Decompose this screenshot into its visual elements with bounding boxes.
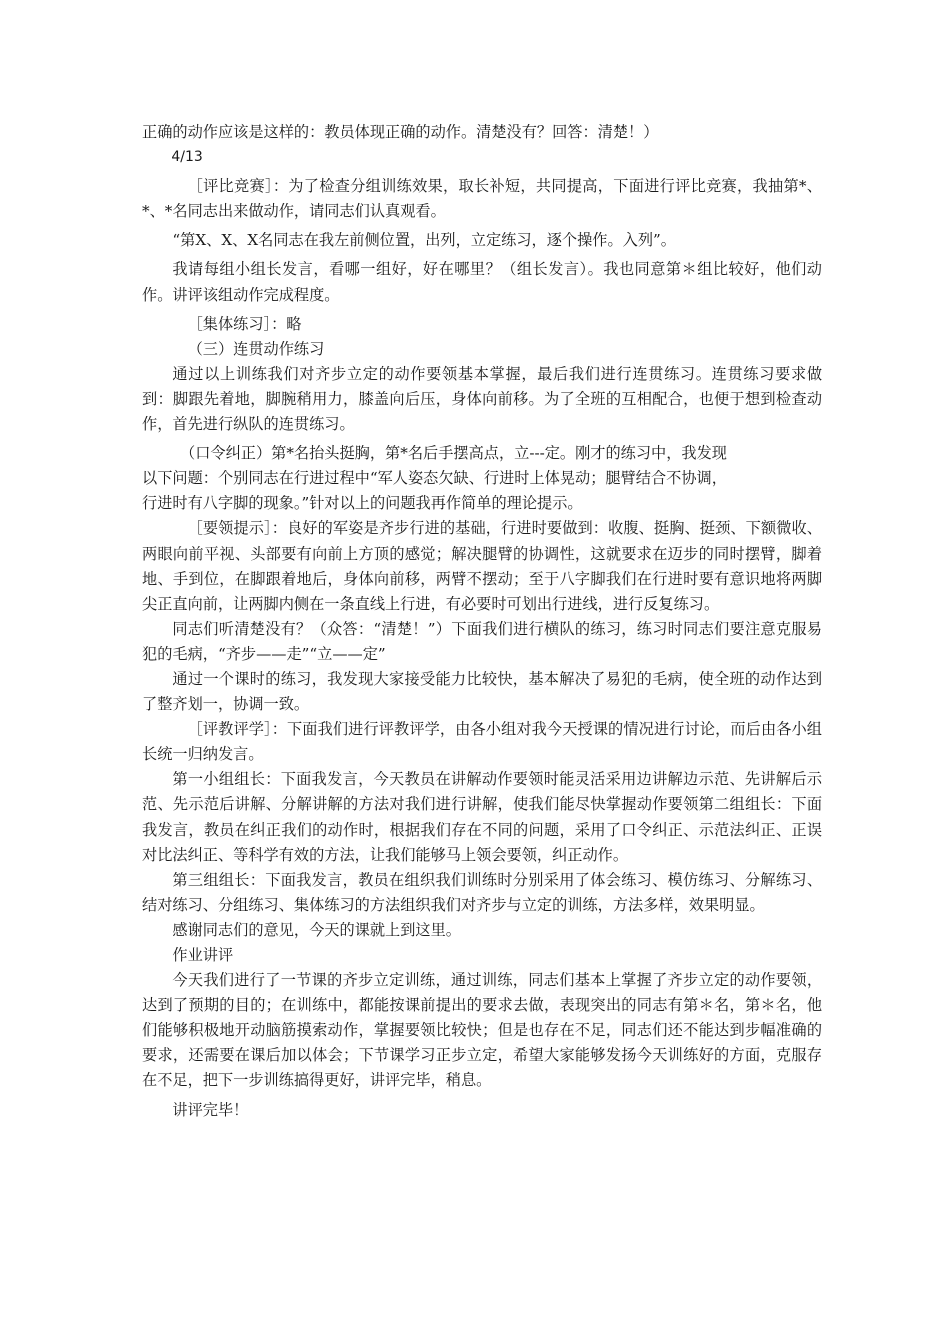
paragraph-command-correction-1: （口令纠正）第*名抬头挺胸，第*名后手摆高点，立---定。刚才的练习中，我发现 — [180, 444, 727, 463]
paragraph-group-one: 第一小组组长：下面我发言，今天教员在讲解动作要领时能灵活采用边讲解边示范、先讲解后示范、先示范后讲解、分解讲解的方法对我们进行讲解，使我们能尽快掌握动作要领第二组组长：下面我发言，教员在纠正我们的动作时，根据我们存在不同的问题，采用了口令纠正、示范法纠正、正误对比法纠正、等科学有效的方法，让我们能够马上领会要领，纠正动作。 — [142, 770, 822, 864]
section-heading-continuous: （三）连贯动作练习 — [187, 339, 325, 358]
paragraph-command-correction-3: 行进时有八字脚的现象。”针对以上的问题我再作简单的理论提示。 — [142, 494, 583, 513]
paragraph-group-leader: 我请每组小组长发言，看哪一组好，好在哪里？（组长发言）。我也同意第＊组比较好，他们动作。讲评该组动作完成程度。 — [142, 260, 822, 304]
paragraph-command: “第X、X、X名同志在我左前侧位置，出列，立定练习，逐个操作。入列”。 — [172, 231, 676, 250]
paragraph-practice-summary: 通过一个课时的练习，我发现大家接受能力比较快，基本解决了易犯的毛病，使全班的动作达到了整齐划一，协调一致。 — [142, 669, 822, 714]
paragraph-review-end: 讲评完毕！ — [172, 1100, 249, 1119]
paragraph-correct-action: 正确的动作应该是这样的：教员体现正确的动作。清楚没有？回答：清楚！） — [142, 123, 659, 141]
paragraph-competition: ［评比竞赛］：为了检查分组训练效果，取长补短，共同提高，下面进行评比竞赛，我抽第*、*、*名同志出来做动作，请同志们认真观看。 — [142, 177, 822, 221]
page-number: 4/13 — [171, 149, 203, 166]
paragraph-key-points: ［要领提示］：良好的军姿是齐步行进的基础，行进时要做到：收腹、挺胸、挺颈、下额微收、两眼向前平视、头部要有向前上方顶的感觉；解决腿臂的协调性，这就要求在迈步的同时摆臂，脚着地、手到位，在脚跟着地后，身体向前移，两臂不摆动；至于八字脚我们在行进时要有意识地将两脚尖正直向前，让两脚内侧在一条直线上行进，有必要时可划出行进线，进行反复练习。 — [142, 519, 822, 613]
paragraph-rank-practice: 同志们听清楚没有？（众答：“清楚！”）下面我们进行横队的练习，练习时同志们要注意克服易犯的毛病，“齐步——走”“立——定” — [142, 619, 822, 663]
paragraph-homework-review: 今天我们进行了一节课的齐步立定训练，通过训练，同志们基本上掌握了齐步立定的动作要领，达到了预期的目的；在训练中，都能按课前提出的要求去做，表现突出的同志有第＊名，第＊名，他们能够积极地开动脑筋摸索动作，掌握要领比较快；但是也存在不足，同志们还不能达到步幅准确的要求，还需要在课后加以体会；下节课学习正步立定，希望大家能够发扬今天训练好的方面，克服存在不足，把下一步训练搞得更好，讲评完毕，稍息。 — [142, 971, 822, 1090]
paragraph-group-three: 第三组组长：下面我发言，教员在组织我们训练时分别采用了体会练习、模仿练习、分解练习、结对练习、分组练习、集体练习的方法组织我们对齐步与立定的训练，方法多样，效果明显。 — [142, 870, 822, 914]
paragraph-collective-practice: ［集体练习］：略 — [187, 314, 302, 333]
paragraph-continuous-practice: 通过以上训练我们对齐步立定的动作要领基本掌握，最后我们进行连贯练习。连贯练习要求做到：脚跟先着地，脚腕稍用力，膝盖向后压，身体向前移。为了全班的互相配合，也便于想到检查动作，首先进行纵队的连贯练习。 — [142, 364, 822, 434]
paragraph-command-correction-2: 以下问题：个别同志在行进过程中“军人姿态欠缺、行进时上体晃动；腿臂结合不协调， — [142, 469, 727, 488]
paragraph-teaching-review: ［评教评学］：下面我们进行评教评学，由各小组对我今天授课的情况进行讨论，而后由各小组长统一归纳发言。 — [142, 720, 822, 764]
paragraph-thanks: 感谢同志们的意见，今天的课就上到这里。 — [172, 920, 461, 939]
section-heading-homework: 作业讲评 — [172, 946, 234, 964]
document-page — [142, 120, 822, 1123]
